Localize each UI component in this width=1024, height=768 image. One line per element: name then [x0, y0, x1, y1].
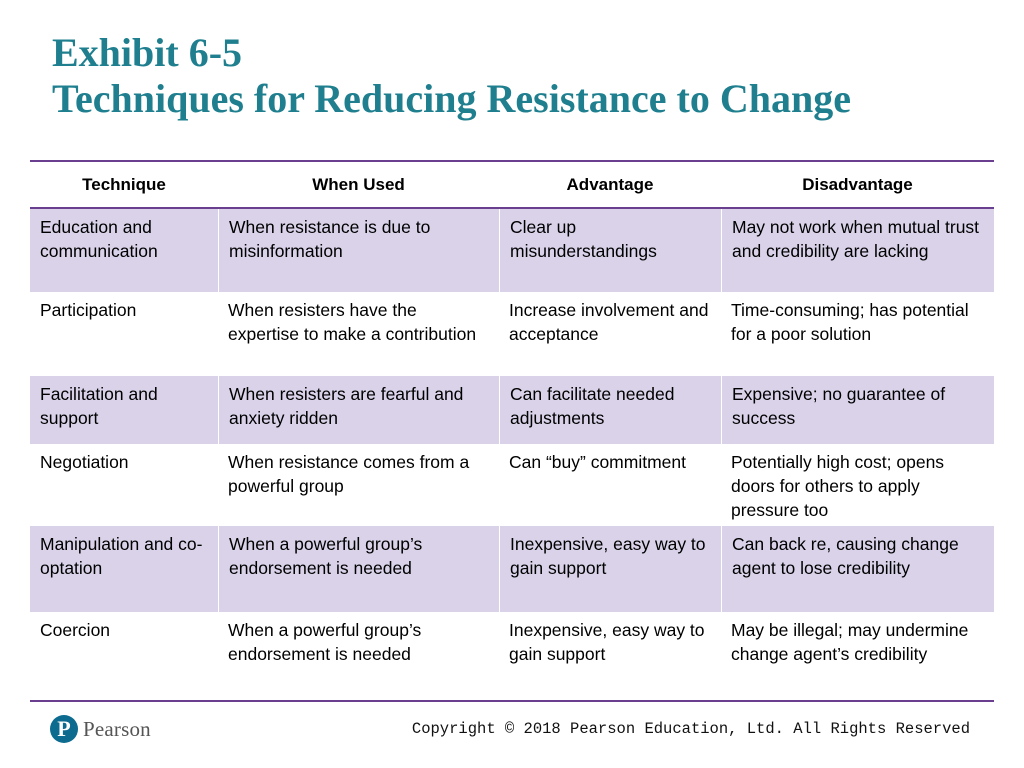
header-when-used: When Used	[312, 174, 405, 194]
cell-when-used: When resistance is due to misinformation	[218, 209, 499, 292]
table-bottom-rule	[30, 700, 994, 702]
cell-when-used: When a powerful group’s endorsement is needed	[218, 526, 499, 612]
cell-when-used: When a powerful group’s endorsement is needed	[228, 620, 422, 664]
cell-disadvantage: Expensive; no guarantee of success	[721, 376, 994, 444]
header-technique: Technique	[82, 174, 166, 194]
cell-advantage: Inexpensive, easy way to gain support	[509, 620, 705, 664]
exhibit-title: Techniques for Reducing Resistance to Change	[52, 76, 851, 121]
cell-advantage: Increase involvement and acceptance	[509, 300, 709, 344]
cell-disadvantage: Time-consuming; has potential for a poor solution	[731, 300, 969, 344]
header-advantage: Advantage	[566, 174, 654, 194]
pearson-logo-icon: P	[50, 715, 78, 743]
cell-advantage: Can “buy” commitment	[509, 452, 686, 472]
cell-disadvantage: Potentially high cost; opens doors for others to apply pressure too	[731, 452, 945, 520]
page-title	[52, 30, 1012, 122]
techniques-table	[30, 160, 994, 702]
table-row	[30, 444, 994, 526]
cell-disadvantage: May not work when mutual trust and credibility are lacking	[721, 209, 994, 292]
cell-advantage: Clear up misunderstandings	[499, 209, 721, 292]
table-header-row	[30, 162, 994, 209]
cell-advantage: Inexpensive, easy way to gain support	[499, 526, 721, 612]
table-row	[30, 209, 994, 292]
table-row	[30, 526, 994, 612]
copyright-notice: Copyright © 2018 Pearson Education, Ltd. All Rights Reserved	[411, 720, 970, 738]
cell-advantage: Can facilitate needed adjustments	[499, 376, 721, 444]
pearson-logo-text: Pearson	[83, 716, 151, 741]
table-row	[30, 292, 994, 376]
table-row	[30, 376, 994, 444]
cell-disadvantage: Can back re, causing change agent to lose credibility	[721, 526, 994, 612]
cell-technique: Coercion	[40, 620, 111, 640]
cell-when-used: When resistance comes from a powerful group	[228, 452, 470, 496]
cell-when-used: When resisters are fearful and anxiety ridden	[218, 376, 499, 444]
cell-technique: Education and communication	[40, 217, 158, 261]
cell-technique: Facilitation and support	[40, 384, 158, 428]
cell-technique: Participation	[40, 300, 137, 320]
header-disadvantage: Disadvantage	[802, 174, 913, 194]
pearson-logo	[50, 715, 151, 743]
cell-when-used: When resisters have the expertise to make a contribution	[228, 300, 477, 344]
table-row	[30, 612, 994, 700]
cell-technique: Manipulation and co-optation	[40, 534, 203, 578]
exhibit-number: Exhibit 6-5	[52, 30, 243, 75]
cell-technique: Negotiation	[40, 452, 129, 472]
cell-disadvantage: May be illegal; may undermine change agent’s credibility	[731, 620, 969, 664]
